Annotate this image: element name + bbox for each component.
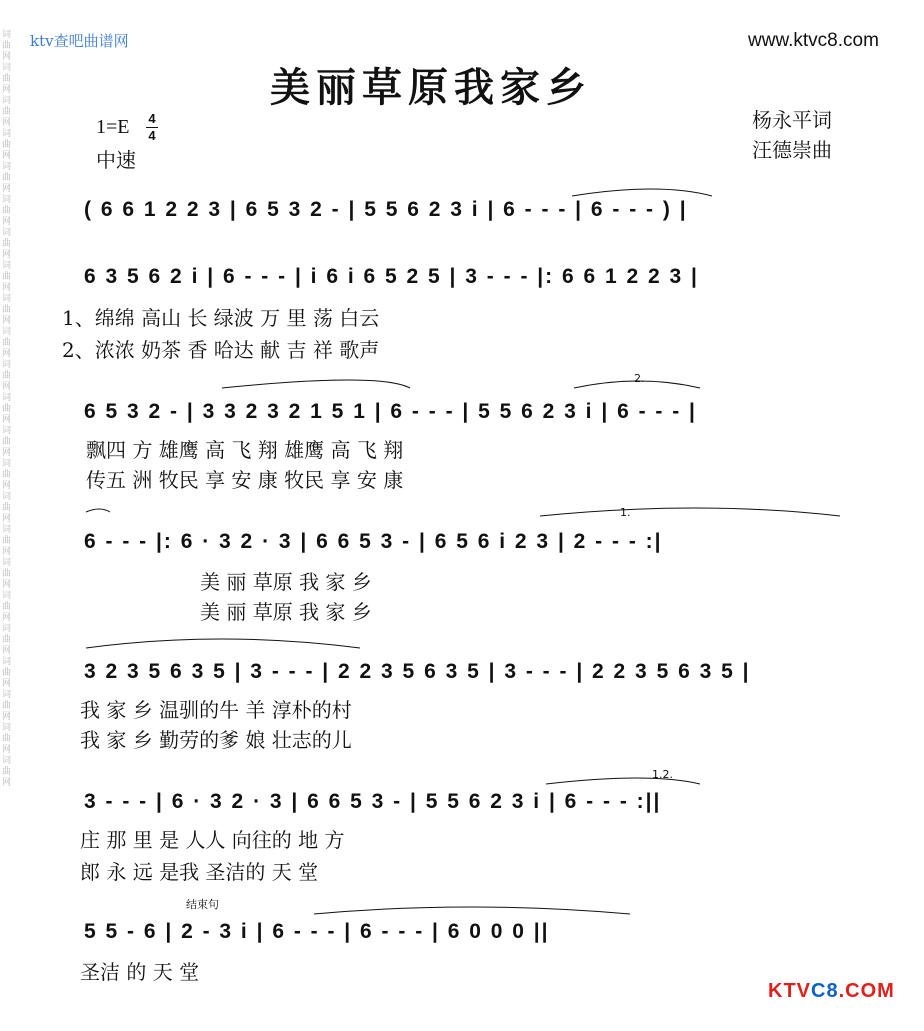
lyric-line-4-verse-2: 美 丽 草原 我 家 乡 — [200, 600, 372, 624]
lyric-line-2-verse-2: 2、浓浓 奶茶 香 哈达 献 吉 祥 歌声 — [62, 338, 380, 362]
lyric-line-3-verse-1: 飘四 方 雄鹰 高 飞 翔 雄鹰 高 飞 翔 — [86, 438, 404, 462]
lyric-line-7: 圣洁 的 天 堂 — [80, 960, 200, 984]
site-url[interactable]: www.ktvc8.com — [748, 30, 879, 51]
logo-part-ktv: KTV — [768, 980, 811, 1002]
notation-line-3: 6 5 3 2 - | 3 3 2 3 2 1 5 1 | 6 - - - | 5 5 6 2 3 i | 6 - - - | — [84, 400, 697, 423]
notation-line-1: ( 6 6 1 2 2 3 | 6 5 3 2 - | 5 5 6 2 3 i | 6 - - - | 6 - - - ) | — [84, 198, 688, 221]
composer-credit: 汪德崇曲 — [752, 138, 832, 162]
lyric-line-4-verse-1: 美 丽 草原 我 家 乡 — [200, 570, 372, 594]
notation-line-6: 3 - - - | 6 · 3 2 · 3 | 6 6 5 3 - | 5 5 6 2 3 i | 6 - - - :|| — [84, 790, 662, 813]
volta-12-label: 1.2. — [652, 768, 673, 781]
notation-line-4: 6 - - - |: 6 · 3 2 · 3 | 6 6 5 3 - | 6 5 6 i 2 3 | 2 - - - :| — [84, 530, 663, 553]
lyric-line-6-verse-2: 郎 永 远 是我 圣洁的 天 堂 — [80, 860, 319, 884]
slur-5 — [540, 508, 840, 516]
slur-6 — [86, 639, 360, 648]
lyric-line-2-verse-1: 1、绵绵 高山 长 绿波 万 里 荡 白云 — [62, 306, 380, 330]
tempo-marking: 中速 — [96, 148, 136, 172]
ending-label: 结束句 — [186, 898, 219, 911]
footer-logo — [768, 980, 895, 1003]
slur-7 — [546, 778, 700, 784]
logo-part-c8: C8 — [811, 980, 839, 1002]
slur-1 — [572, 189, 712, 196]
volta-2-label: 2. — [634, 372, 645, 385]
lyric-line-5-verse-1: 我 家 乡 温驯的牛 羊 淳朴的村 — [80, 698, 352, 722]
lyric-line-5-verse-2: 我 家 乡 勤劳的爹 娘 壮志的儿 — [80, 728, 352, 752]
notation-line-5: 3 2 3 5 6 3 5 | 3 - - - | 2 2 3 5 6 3 5 | 3 - - - | 2 2 3 5 6 3 5 | — [84, 660, 751, 683]
notation-line-7: 5 5 - 6 | 2 - 3 i | 6 - - - | 6 - - - | 6 0 0 0 || — [84, 920, 550, 943]
lyric-line-3-verse-2: 传五 洲 牧民 享 安 康 牧民 享 安 康 — [86, 468, 404, 492]
key-signature: 1=E — [96, 116, 130, 138]
volta-1-label: 1. — [620, 506, 631, 519]
lyricist-credit: 杨永平词 — [752, 108, 832, 132]
lyric-line-6-verse-1: 庄 那 里 是 人人 向往的 地 方 — [80, 828, 345, 852]
slur-2 — [222, 380, 410, 388]
site-name-cn[interactable]: ktv查吧曲谱网 — [30, 32, 129, 50]
song-title: 美丽草原我家乡 — [270, 64, 592, 111]
logo-part-com: .COM — [838, 980, 895, 1002]
time-sig-top: 4 — [148, 111, 156, 126]
slur-4 — [86, 509, 110, 512]
time-sig-bottom: 4 — [148, 128, 156, 143]
slur-8 — [314, 907, 630, 914]
side-watermark: 词曲网词曲网词曲网词曲网词曲网词曲网词曲网词曲网词曲网词曲网词曲网词曲网词曲网词曲网词曲网词曲网词曲网词曲网词曲网词曲网词曲网词曲网词曲网 — [2, 30, 12, 788]
notation-line-2: 6 3 5 6 2 i | 6 - - - | i 6 i 6 5 2 5 | 3 - - - |: 6 6 1 2 2 3 | — [84, 265, 699, 288]
